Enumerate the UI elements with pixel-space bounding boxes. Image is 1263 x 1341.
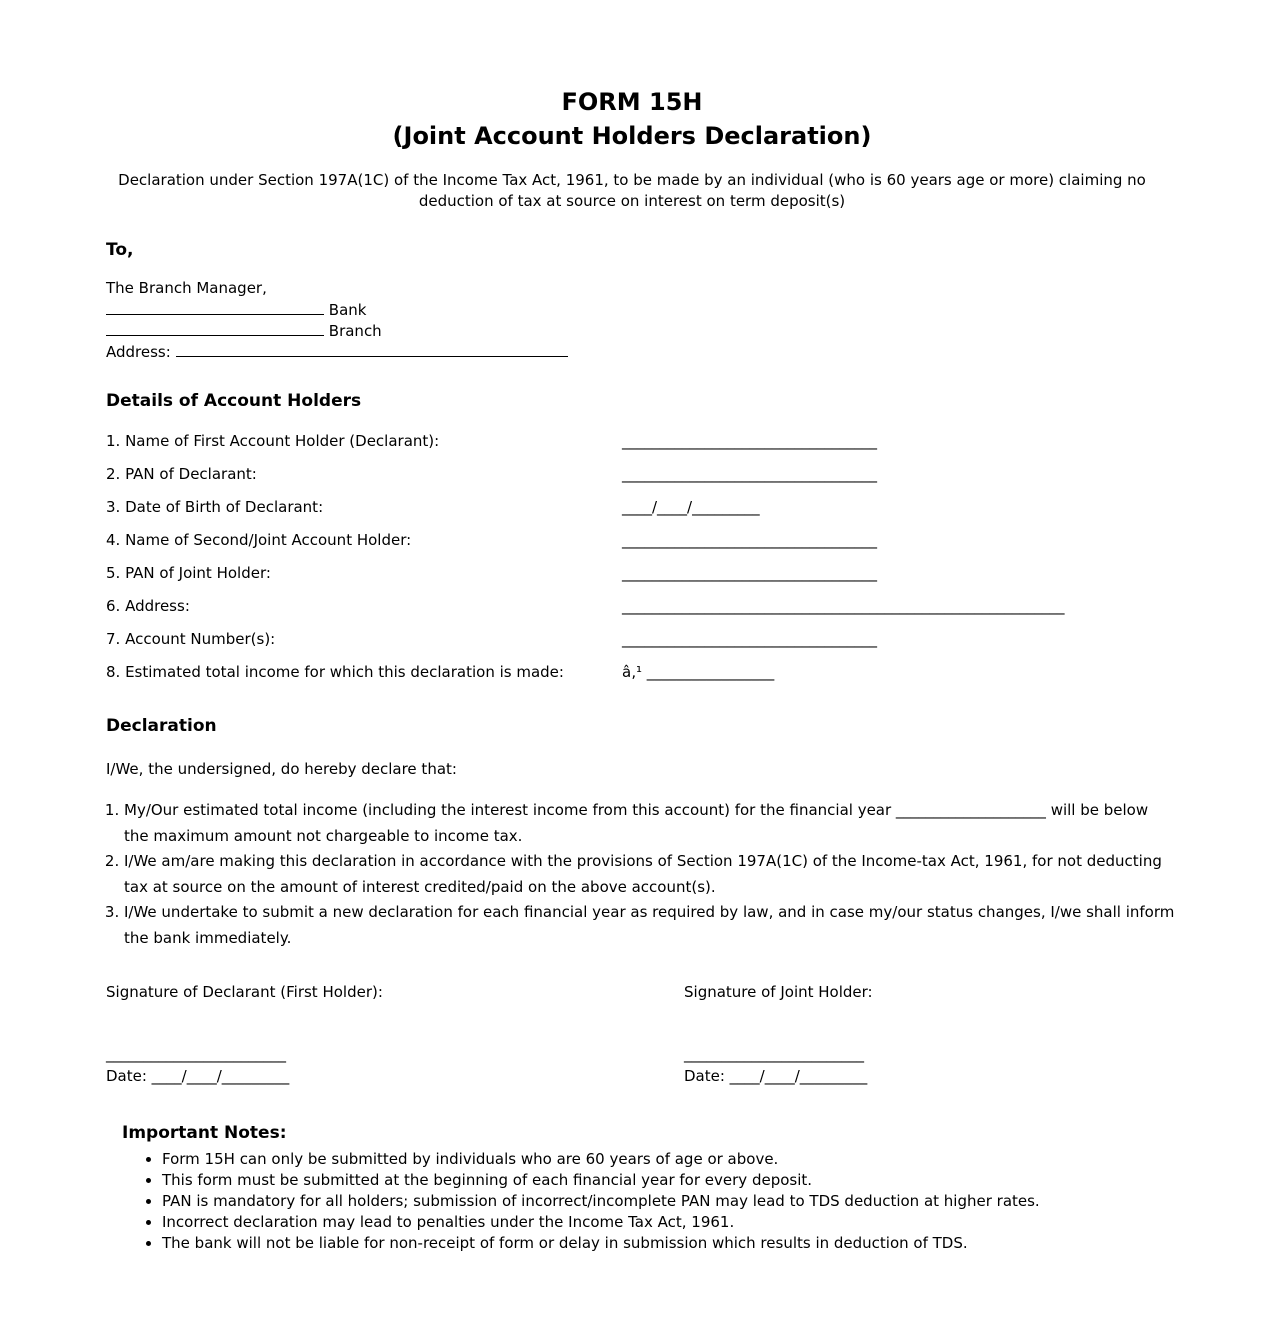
detail-label: 5. PAN of Joint Holder: <box>106 564 271 582</box>
form-intro: Declaration under Section 197A(1C) of the Income Tax Act, 1961, to be made by an individual (who is 60 years age or more) claiming no deduction of tax at source on interest on term deposit(s) <box>118 171 1146 210</box>
detail-label: 2. PAN of Declarant: <box>106 465 257 483</box>
notes-list <box>122 1149 1122 1254</box>
detail-label: 6. Address: <box>106 597 190 615</box>
detail-label: 8. Estimated total income for which this declaration is made: <box>106 663 564 681</box>
detail-blank[interactable]: __________________________________ <box>622 564 877 582</box>
detail-blank[interactable]: __________________________________ <box>622 531 877 549</box>
address-blank[interactable] <box>176 342 568 357</box>
to-heading: To, <box>106 240 134 260</box>
declaration-heading: Declaration <box>106 716 217 736</box>
detail-blank[interactable]: ___________________________________________________________ <box>622 597 1065 615</box>
important-notes <box>122 1123 1122 1254</box>
detail-blank[interactable]: __________________________________ <box>622 465 877 483</box>
bank-line <box>106 300 366 319</box>
note-item: • PAN is mandatory for all holders; submission of incorrect/incomplete PAN may lead to TDS deduction at higher rates. <box>162 1191 1122 1212</box>
signature-first-line[interactable]: ________________________ <box>106 1045 286 1063</box>
detail-blank[interactable]: â‚¹ _________________ <box>622 663 775 681</box>
declaration-intro: I/We, the undersigned, do hereby declare that: <box>106 760 457 778</box>
address-label: Address: <box>106 343 171 361</box>
declaration-point: 3. I/We undertake to submit a new declaration for each financial year as required by law, and in case my/our status changes, I/we shall inform the bank immediately. <box>124 900 1176 951</box>
bank-label: Bank <box>328 301 367 319</box>
signature-joint-line[interactable]: ________________________ <box>684 1045 864 1063</box>
notes-heading: Important Notes: <box>122 1123 287 1143</box>
note-item: • The bank will not be liable for non-receipt of form or delay in submission which results in deduction of TDS. <box>162 1233 1122 1254</box>
detail-blank[interactable]: __________________________________ <box>622 432 877 450</box>
signature-first-date[interactable]: Date: ____/____/_________ <box>106 1067 290 1085</box>
branch-name-blank[interactable] <box>106 321 324 336</box>
note-item: • Form 15H can only be submitted by individuals who are 60 years of age or above. <box>162 1149 1122 1170</box>
detail-blank[interactable]: __________________________________ <box>622 630 877 648</box>
branch-manager-text: The Branch Manager, <box>106 279 267 297</box>
signature-joint-label: Signature of Joint Holder: <box>684 983 873 1001</box>
signature-joint-date[interactable]: Date: ____/____/_________ <box>684 1067 868 1085</box>
note-item: • This form must be submitted at the beginning of each financial year for every deposit. <box>162 1170 1122 1191</box>
note-item: • Incorrect declaration may lead to penalties under the Income Tax Act, 1961. <box>162 1212 1122 1233</box>
branch-label: Branch <box>328 322 382 340</box>
detail-label: 4. Name of Second/Joint Account Holder: <box>106 531 412 549</box>
detail-label: 3. Date of Birth of Declarant: <box>106 498 324 516</box>
details-heading: Details of Account Holders <box>106 391 362 411</box>
form-title: FORM 15H <box>561 88 703 116</box>
detail-blank[interactable]: ____/____/_________ <box>622 498 760 516</box>
detail-label: 1. Name of First Account Holder (Declarant): <box>106 432 440 450</box>
address-line <box>106 342 568 361</box>
detail-label: 7. Account Number(s): <box>106 630 276 648</box>
declaration-point: 2. I/We am/are making this declaration in accordance with the provisions of Section 197A(1C) of the Income-tax Act, 1961, for not deducting tax at source on the amount of interest credited/paid on the above account(s). <box>124 849 1176 900</box>
branch-line <box>106 321 382 340</box>
bank-name-blank[interactable] <box>106 300 324 315</box>
declaration-point: 1. My/Our estimated total income (including the interest income from this account) for the financial year ____________________ will be below the maximum amount not chargeable to income tax. <box>124 798 1176 849</box>
signature-first-label: Signature of Declarant (First Holder): <box>106 983 383 1001</box>
declaration-points <box>106 798 1176 951</box>
form-subtitle: (Joint Account Holders Declaration) <box>392 122 872 150</box>
